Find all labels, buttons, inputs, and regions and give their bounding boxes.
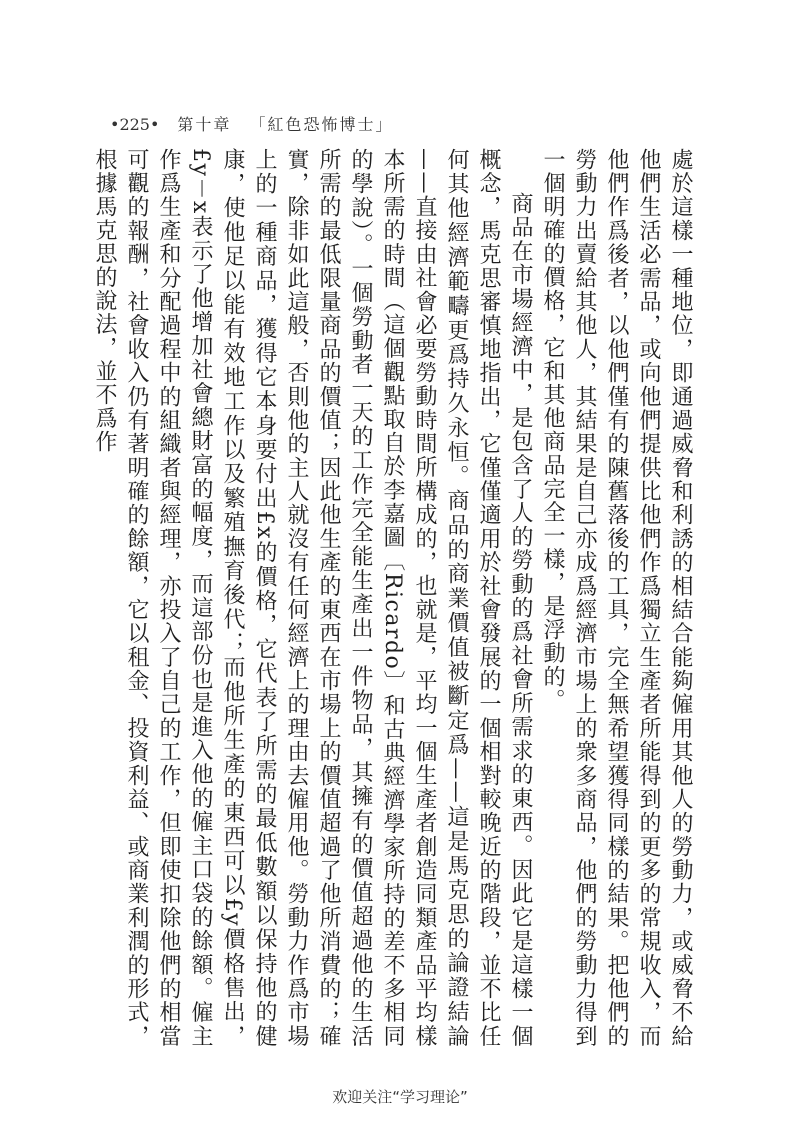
body-text <box>92 148 696 1048</box>
chapter-title: 「紅色恐怖博士」 <box>249 115 394 134</box>
paragraph-2: 商品在市場經濟中，是包含了人的勞動的爲社會所需求的東西。因此它是這樣一個概念，馬克思審慎地指出，它僅僅適用於社會發展的一個相對較晚近的階段，並不比任何其他經濟範疇更爲持久永恒。商品的商業價值被斷定爲——這是馬克思的論證結論——直接由社會必要勞動時間所構成的，也就是，平均一個生產者創造同類產品平均樣本所需的時間（這個觀點取自於李嘉圖〔Ricardo〕和古典經濟學家所持的差不多相同的學說）。一個勞動者一天的工作完全能生產出一件物品，其擁有的價值超過他的生活所需的最低限量商品的價值；因此他生產的東西在市場上的價值超過了他所消費的；確實，除非如此這般，否則他的主人就沒有任何經濟上的理由去僱用他。勞動力作爲市場上的一種商品，獲得它本身要付出£x的價格，它代表了所需的最低數額以保持他的健康，使他足以能有效地工作以及繁殖撫育後代；而他所生產的東西可以£y價格售出，£y－x表示了他增加社會總財富的幅度，而這部份也是進入他的僱主口袋的餘額。僱主作爲生產和分配過程中的組織者與經理，亦投入了自己的工作，但即使扣除他們的相當可觀的報酬，社會收入仍有著明確的餘額，它以租金、投資利益、或商業利潤的形式，根據馬克思的說法，並不爲作 <box>92 148 533 1048</box>
paragraph-1: 處於這樣一種地位，即通過威脅和利誘的相結合能夠僱用其他人的勞動力，或威脅不給他們生活必需品，或向他們提供比他們作爲獨立生產者所能得到的更多的常規收入，而他們作爲後者，以他們僅有的陳舊落後的工具，完全無希望獲得同樣的結果。把他們的勞動力出賣給其他人，其結果是自己亦成爲經濟市場上的衆多商品，他們的勞動力得到一個明確的價格，它和其他商品完全一樣，是浮動的。 <box>540 148 693 1048</box>
chapter-label: 第十章 <box>177 115 232 134</box>
page-number: •225• <box>110 115 160 134</box>
footer-caption: 欢迎关注“学习理论” <box>332 1088 468 1106</box>
page-header <box>110 112 393 135</box>
